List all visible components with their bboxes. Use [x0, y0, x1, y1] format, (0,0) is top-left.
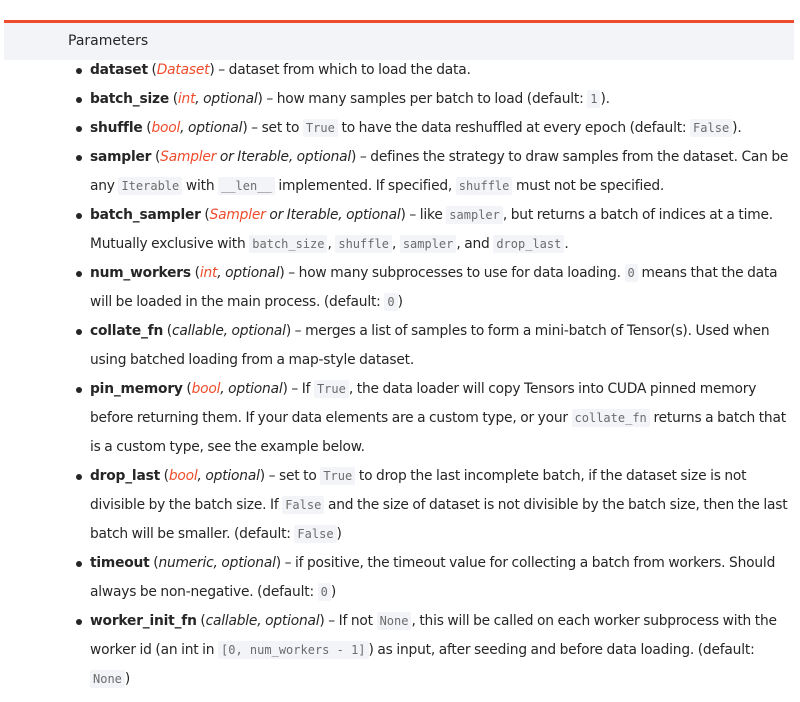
param-name: timeout: [90, 555, 150, 571]
param-name: shuffle: [90, 120, 143, 136]
inline-code: True: [314, 380, 349, 398]
param-item-drop-last: drop_last (bool, optional) – set to True to drop the last incomplete batch, if the dataset size is not divisible by the batch size. If False and the size of dataset is not divisible by the batch size, then the last batch will be smaller. (default: False ): [90, 462, 795, 549]
param-description: – If: [287, 381, 314, 397]
type-qualifier: or Iterable, optional: [216, 149, 352, 165]
param-name: pin_memory: [90, 381, 183, 397]
type-link-dataset[interactable]: Dataset: [156, 62, 210, 78]
inline-code: sampler: [400, 235, 457, 253]
param-description: ).: [732, 120, 742, 136]
param-description: to drop the last incomplete batch, if the dataset size is not divisible by the batch size. If: [90, 468, 747, 513]
inline-code: 0: [625, 264, 638, 282]
type-qualifier: , optional: [197, 468, 260, 484]
type-link-bool[interactable]: bool: [168, 468, 198, 484]
param-item-dataset: dataset (Dataset) – dataset from which to load the data.: [90, 56, 795, 85]
param-description: ): [397, 294, 403, 310]
param-description: – if positive, the timeout value for collecting a batch from workers. Should always be non-negative. (default:: [90, 555, 776, 600]
param-type: callable, optional: [205, 613, 320, 629]
param-item-batch-size: batch_size (int, optional) – how many samples per batch to load (default: 1 ).: [90, 85, 795, 114]
param-type: [160, 149, 351, 165]
inline-code: True: [320, 467, 355, 485]
type-qualifier: or Iterable, optional: [265, 207, 401, 223]
param-description: .: [564, 236, 569, 252]
param-description: – how many samples per batch to load (default:: [262, 91, 588, 107]
param-type: [200, 265, 280, 281]
param-type: [178, 91, 258, 107]
inline-code: None: [90, 670, 125, 688]
param-description: – set to: [247, 120, 303, 136]
param-description: – like: [405, 207, 447, 223]
type-link-int[interactable]: int: [177, 91, 196, 107]
inline-code: True: [303, 119, 338, 137]
inline-code: shuffle: [456, 177, 513, 195]
param-type: [169, 468, 260, 484]
param-item-sampler: sampler (Sampler or Iterable, optional) – defines the strategy to draw samples from the dataset. Can be any Iterable with __len__ implemented. If specified, shuffle must not be specified.: [90, 143, 795, 201]
inline-code: False: [294, 525, 336, 543]
inline-code: 1: [587, 90, 600, 108]
inline-code: False: [690, 119, 732, 137]
param-description: to have the data reshuffled at every epoch (default:: [337, 120, 691, 136]
param-description: ,: [327, 236, 336, 252]
inline-code: __len__: [218, 177, 275, 195]
inline-code: None: [377, 612, 412, 630]
param-type: [192, 381, 283, 397]
param-description: must not be specified.: [512, 178, 665, 194]
param-type: [210, 207, 401, 223]
param-description: , this will be called on each worker subprocess with the worker id (an int in: [90, 613, 777, 658]
param-description: – merges a list of samples to form a mini-batch of Tensor(s). Used when using batched loading from a map-style dataset.: [90, 323, 770, 368]
param-item-shuffle: shuffle (bool, optional) – set to True to have the data reshuffled at every epoch (default: False ).: [90, 114, 795, 143]
type-qualifier: , optional: [220, 381, 283, 397]
param-description: returns a batch that is a custom type, see the example below.: [90, 410, 786, 455]
param-name: collate_fn: [90, 323, 164, 339]
param-item-worker-init-fn: worker_init_fn (callable, optional) – If not None , this will be called on each worker subprocess with the worker id (an int in [0, num_workers - 1] ) as input, after seeding and before data loading. (default: None ): [90, 607, 795, 694]
type-link-int[interactable]: int: [199, 265, 218, 281]
param-type: [151, 120, 242, 136]
param-item-batch-sampler: batch_sampler (Sampler or Iterable, optional) – like sampler , but returns a batch of indices at a time. Mutually exclusive with batch_size , shuffle , sampler , and drop_last .: [90, 201, 795, 259]
param-description: ): [336, 526, 342, 542]
inline-code: 0: [318, 583, 331, 601]
inline-code: collate_fn: [572, 409, 650, 427]
type-link-sampler[interactable]: Sampler: [160, 149, 217, 165]
param-description: ): [330, 584, 337, 600]
param-type: callable, optional: [171, 323, 286, 339]
parameter-list: [90, 56, 795, 694]
param-description: , and: [456, 236, 494, 252]
param-item-num-workers: num_workers (int, optional) – how many subprocesses to use for data loading. 0 means that the data will be loaded in the main process. (default: 0 ): [90, 259, 795, 317]
inline-code: sampler: [446, 206, 503, 224]
param-description: means that the data will be loaded in the main process. (default:: [90, 265, 778, 310]
param-description: – dataset from which to load the data.: [214, 62, 471, 78]
param-item-timeout: timeout (numeric, optional) – if positive, the timeout value for collecting a batch from workers. Should always be non-negative. (default: 0 ): [90, 549, 795, 607]
type-qualifier: , optional: [217, 265, 280, 281]
param-description: ) as input, after seeding and before data loading. (default:: [368, 642, 755, 658]
inline-code: drop_last: [493, 235, 564, 253]
parameters-field-list: [4, 20, 794, 60]
param-name: batch_sampler: [90, 207, 201, 223]
inline-code: shuffle: [335, 235, 392, 253]
param-description: ).: [600, 91, 610, 107]
param-name: num_workers: [90, 265, 191, 281]
param-description: – defines the strategy to draw samples from the dataset. Can be any: [90, 149, 789, 194]
param-description: , but returns a batch of indices at a time. Mutually exclusive with: [90, 207, 773, 252]
param-type: [157, 62, 210, 78]
inline-code: False: [282, 496, 324, 514]
type-link-sampler[interactable]: Sampler: [209, 207, 266, 223]
param-name: drop_last: [90, 468, 160, 484]
param-description: ,: [391, 236, 400, 252]
type-link-bool[interactable]: bool: [151, 120, 181, 136]
param-item-pin-memory: pin_memory (bool, optional) – If True , the data loader will copy Tensors into CUDA pinned memory before returning them. If your data elements are a custom type, or your collate_fn returns a batch that is a custom type, see the example below.: [90, 375, 795, 462]
param-description: with: [182, 178, 219, 194]
inline-code: 0: [384, 293, 397, 311]
type-qualifier: , optional: [180, 120, 243, 136]
param-description: – how many subprocesses to use for data loading.: [284, 265, 625, 281]
param-item-collate-fn: collate_fn (callable, optional) – merges a list of samples to form a mini-batch of Tensor(s). Used when using batched loading from a map-style dataset.: [90, 317, 795, 375]
param-name: dataset: [90, 62, 148, 78]
type-qualifier: , optional: [195, 91, 258, 107]
param-description: implemented. If specified,: [274, 178, 456, 194]
type-link-bool[interactable]: bool: [191, 381, 221, 397]
inline-code: Iterable: [118, 177, 182, 195]
inline-code: [0, num_workers - 1]: [218, 641, 369, 659]
param-description: and the size of dataset is not divisible by the batch size, then the last batch will be smaller. (default:: [90, 497, 788, 542]
param-description: – If not: [324, 613, 377, 629]
param-description: , the data loader will copy Tensors into CUDA pinned memory before returning them. If your data elements are a custom type, or your: [90, 381, 757, 426]
param-description: – set to: [264, 468, 321, 484]
inline-code: batch_size: [249, 235, 327, 253]
param-description: ): [124, 671, 131, 687]
parameters-header: Parameters: [4, 20, 794, 60]
param-type: numeric, optional: [158, 555, 276, 571]
param-name: worker_init_fn: [90, 613, 197, 629]
param-name: sampler: [90, 149, 152, 165]
param-name: batch_size: [90, 91, 170, 107]
